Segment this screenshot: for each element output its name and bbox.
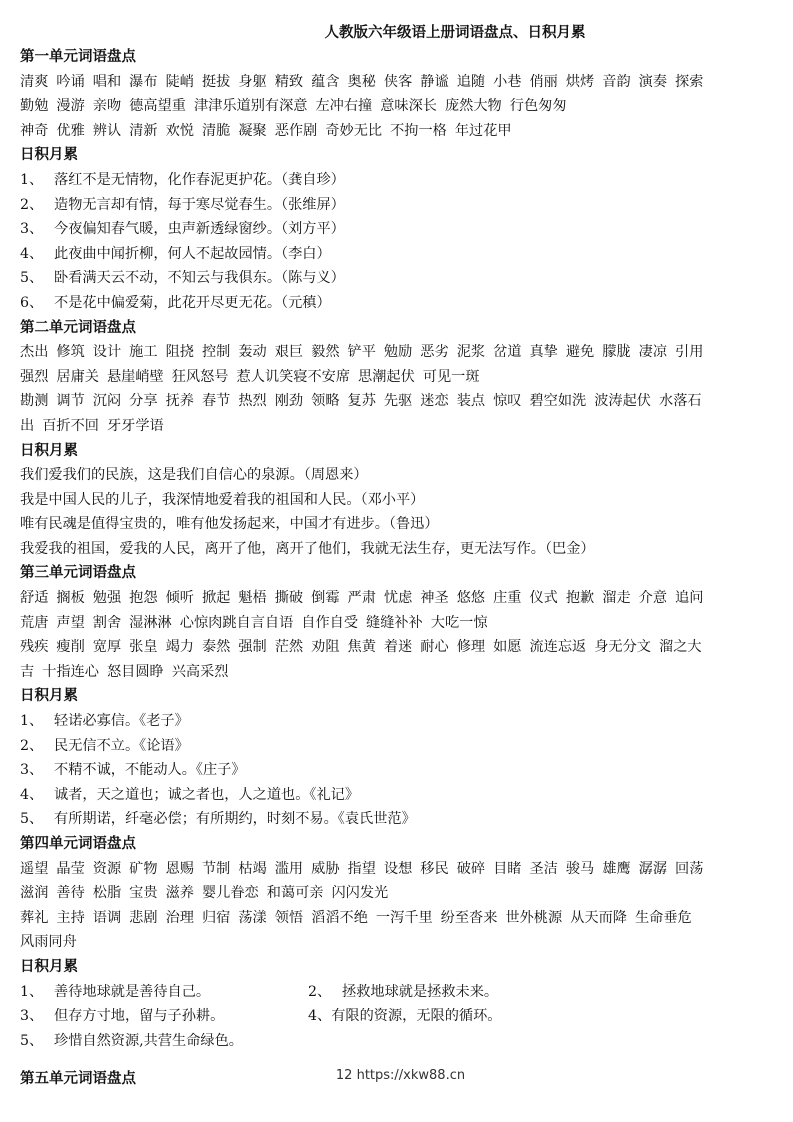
vocab-word: 风雨同舟 [20,934,77,951]
quote-line: 我爱我的祖国，爱我的人民，离开了他，离开了他们，我就无法生存，更无法写作。（巴金） [20,540,595,557]
vocab-word: 强烈 [20,368,49,385]
vocab-word: 真挚 [529,344,558,361]
vocab-word: 劝阻 [311,639,340,656]
vocab-word: 奇妙无比 [325,122,383,139]
vocab-word: 百折不回 [42,417,99,434]
vocab-word: 归宿 [201,909,231,926]
quote-text: 落红不是无情物，化作春泥更护花。（龚自珍） [54,171,345,188]
vocab-word: 荡漾 [238,909,267,926]
vocab-word: 庞然大物 [444,98,502,115]
vocab-word: 牙牙学语 [106,417,164,434]
vocab-word: 惊叹 [493,393,522,410]
quote-text: 珍惜自然资源,共营生命绿色。 [54,1032,243,1049]
vocab-word: 清爽 [20,73,49,90]
vocab-word: 闪闪发光 [331,885,389,902]
vocab-word: 辨认 [92,122,122,139]
vocab-word: 搁板 [56,590,85,607]
vocab-word: 掀起 [201,590,231,607]
vocab-word: 悠悠 [456,590,486,607]
vocab-word: 焦黄 [347,639,376,656]
vocab-word: 枯竭 [238,860,267,877]
vocab-word: 倒霉 [311,590,340,607]
vocab-word: 潺潺 [638,860,668,877]
unit2-word-list [20,340,780,438]
quote-number: 1、 [20,983,44,1000]
vocab-word: 流连忘返 [529,639,587,656]
unit1-accum-heading: 日积月累 [20,146,78,164]
vocab-word: 音韵 [602,73,631,90]
word-row [20,414,780,439]
word-row [20,611,780,636]
word-row [20,930,780,955]
vocab-word: 修筑 [56,344,85,361]
vocab-word: 兴高采烈 [171,663,229,680]
vocab-word: 指望 [347,860,376,877]
vocab-word: 十指连心 [42,663,99,680]
vocab-word: 威胁 [311,860,340,877]
vocab-word: 魁梧 [238,590,267,607]
vocab-word: 德高望重 [129,98,186,115]
vocab-word: 抱怨 [129,590,158,607]
vocab-word: 介意 [638,590,668,607]
vocab-word: 圣洁 [529,860,558,877]
vocab-word: 勉强 [92,590,122,607]
quote-number: 5、 [20,1032,44,1049]
vocab-word: 语调 [92,909,122,926]
vocab-word: 设计 [92,344,122,361]
vocab-word: 荒唐 [20,614,49,631]
vocab-word: 残疾 [20,639,49,656]
vocab-word: 演奏 [638,73,668,90]
vocab-word: 铲平 [347,344,376,361]
vocab-word: 移民 [420,860,449,877]
vocab-word: 倾听 [165,590,194,607]
vocab-word: 神圣 [420,590,449,607]
vocab-word: 雄鹰 [602,860,631,877]
vocab-word: 滋润 [20,885,49,902]
vocab-word: 遥望 [20,860,49,877]
document-title: 人教版六年级语上册词语盘点、日积月累 [324,24,586,41]
vocab-word: 恩赐 [165,860,194,877]
vocab-word: 阻挠 [165,344,194,361]
vocab-word: 泰然 [201,639,231,656]
vocab-word: 出 [20,417,35,434]
word-row [20,906,780,931]
vocab-word: 资源 [92,860,122,877]
quote-line [20,783,780,808]
vocab-word: 调节 [56,393,85,410]
quote-number: 4、 [20,245,44,262]
vocab-word: 治理 [165,909,194,926]
vocab-word: 声望 [56,614,85,631]
vocab-word: 岔道 [493,344,522,361]
vocab-word: 杰出 [20,344,49,361]
vocab-word: 如愿 [493,639,522,656]
vocab-word: 年过花甲 [454,122,512,139]
quote-line [20,980,780,1005]
vocab-word: 和蔼可亲 [266,885,324,902]
vocab-word: 茫然 [274,639,304,656]
vocab-word: 吟诵 [56,73,85,90]
vocab-word: 清新 [129,122,158,139]
quote-number: 2、 [20,737,44,754]
vocab-word: 刚劲 [274,393,304,410]
quote-text: 诚者，天之道也；诚之者也，人之道也。《礼记》 [54,786,360,803]
vocab-word: 行色匆匆 [509,98,567,115]
vocab-word: 优雅 [56,122,85,139]
vocab-word: 俏丽 [529,73,558,90]
quote-text: 此夜曲中闻折柳，何人不起故园情。（李白） [54,245,331,262]
unit2-accum-list [20,463,780,561]
quote-text: 民无信不立。《论语》 [54,737,189,754]
unit5-heading: 第五单元词语盘点 [20,1070,136,1087]
quote-text: 不精不诚，不能动人。《庄子》 [54,762,246,779]
vocab-word: 凝聚 [238,122,267,139]
vocab-word: 神奇 [20,122,49,139]
vocab-word: 陡峭 [165,73,194,90]
quote-line: 唯有民魂是值得宝贵的，唯有他发扬起来，中国才有进步。（鲁迅） [20,516,439,533]
vocab-word: 目睹 [493,860,522,877]
vocab-word: 思潮起伏 [358,368,415,385]
vocab-word: 可见一斑 [422,368,480,385]
vocab-word: 舒适 [20,590,49,607]
vocab-word: 避免 [565,344,595,361]
vocab-word: 朦胧 [602,344,631,361]
unit1-heading: 第一单元词语盘点 [20,48,136,65]
quote-line [20,758,780,783]
quote-line [20,807,780,832]
quote-line [20,1029,780,1054]
vocab-word: 装点 [456,393,486,410]
quote-line: 我是中国人民的儿子，我深情地爱着我的祖国和人民。（邓小平） [20,491,425,508]
word-row [20,365,780,390]
vocab-word: 烘烤 [565,73,595,90]
vocab-word: 溜之大 [659,639,702,656]
vocab-word: 凄凉 [638,344,668,361]
unit2-heading: 第二单元词语盘点 [20,318,136,336]
vocab-word: 波涛起伏 [594,393,651,410]
word-row [20,340,780,365]
quote-number: 3、 [20,1008,44,1025]
vocab-word: 修理 [456,639,486,656]
vocab-word: 滥用 [274,860,304,877]
vocab-word: 耐心 [420,639,449,656]
word-row [20,70,780,95]
quote-line: 我们爱我们的民族，这是我们自信心的泉源。（周恩来） [20,467,368,484]
unit4-accum-heading: 日积月累 [20,957,78,975]
page-footer: 12 https://xkw88.cn [335,1068,466,1083]
vocab-word: 破碎 [456,860,486,877]
quote-line [20,193,780,218]
vocab-word: 滔滔不绝 [311,909,368,926]
vocab-word: 勤勉 [20,98,49,115]
vocab-word: 施工 [129,344,158,361]
vocab-word: 瀑布 [129,73,158,90]
quote-cell [20,980,308,1005]
vocab-word: 清脆 [201,122,231,139]
vocab-word: 身躯 [238,73,267,90]
vocab-word: 分享 [129,393,158,410]
quote-number: 3、 [20,221,44,238]
quote-number: 2、 [308,983,332,1000]
vocab-word: 滋养 [165,885,194,902]
word-row [20,857,780,882]
vocab-word: 控制 [201,344,231,361]
vocab-word: 先驱 [383,393,413,410]
vocab-word: 亲吻 [92,98,122,115]
vocab-word: 矿物 [129,860,158,877]
vocab-word: 吉 [20,663,35,680]
vocab-word: 身无分文 [594,639,651,656]
vocab-word: 着迷 [383,639,413,656]
vocab-word: 恶劣 [420,344,449,361]
vocab-word: 世外桃源 [505,909,563,926]
quote-text: 不是花中偏爱菊，此花开尽更无花。（元稹） [54,294,331,311]
quote-line [20,168,780,193]
unit3-accum-heading: 日积月累 [20,687,78,705]
vocab-word: 仪式 [529,590,558,607]
quote-number: 3、 [20,762,44,779]
vocab-word: 复苏 [347,393,376,410]
vocab-word: 割舍 [92,614,122,631]
vocab-word: 大吃一惊 [430,614,488,631]
vocab-word: 生命垂危 [634,909,692,926]
vocab-word: 小巷 [493,73,522,90]
vocab-word: 泥浆 [456,344,486,361]
vocab-word: 水落石 [659,393,702,410]
unit1-word-list [20,70,780,144]
quote-text: 但存方寸地，留与子孙耕。 [54,1008,225,1025]
quote-line [20,266,780,291]
quote-line [20,291,780,316]
vocab-word: 抚养 [165,393,194,410]
vocab-word: 奥秘 [347,73,376,90]
vocab-word: 竭力 [165,639,194,656]
quote-text: 善待地球就是善待自己。 [54,983,211,1000]
vocab-word: 设想 [383,860,413,877]
word-row [20,94,780,119]
quote-number: 1、 [20,713,44,730]
vocab-word: 漫游 [56,98,85,115]
vocab-word: 一泻千里 [375,909,433,926]
unit1-accum-list [20,168,780,316]
vocab-word: 湿淋淋 [129,614,172,631]
unit4-heading: 第四单元词语盘点 [20,835,136,852]
vocab-word: 迷恋 [420,393,449,410]
vocab-word: 领悟 [274,909,304,926]
vocab-word: 缝缝补补 [366,614,423,631]
vocab-word: 宽厚 [92,639,122,656]
quote-text: 轻诺必寡信。《老子》 [54,713,189,730]
quote-line [20,734,780,759]
vocab-word: 领略 [311,393,340,410]
vocab-word: 溜走 [602,590,631,607]
vocab-word: 挺拔 [201,73,231,90]
vocab-word: 津津乐道别有深意 [193,98,308,115]
vocab-word: 沉闷 [92,393,122,410]
word-row [20,660,780,685]
vocab-word: 毅然 [311,344,340,361]
quote-line [20,242,780,267]
vocab-word: 勘测 [20,393,49,410]
vocab-word: 碧空如洗 [529,393,587,410]
vocab-word: 抱歉 [565,590,595,607]
vocab-word: 悬崖峭壁 [106,368,164,385]
quote-line [20,217,780,242]
vocab-word: 主持 [56,909,85,926]
word-row [20,881,780,906]
unit4-word-list [20,857,780,955]
vocab-word: 热烈 [238,393,267,410]
quote-line [20,1004,780,1029]
quote-number: 4、 [20,786,44,803]
vocab-word: 严肃 [347,590,376,607]
document-body [20,22,780,1053]
vocab-word: 探索 [675,73,704,90]
quote-number: 5、 [20,270,44,287]
vocab-word: 葬礼 [20,909,49,926]
quote-line [20,709,780,734]
word-row [20,586,780,611]
vocab-word: 松脂 [92,885,122,902]
quote-text: 有所期诺，纤毫必偿；有所期约，时刻不易。《袁氏世范》 [54,811,416,828]
vocab-word: 静谧 [420,73,449,90]
vocab-word: 惹人讥笑寝不安席 [236,368,351,385]
vocab-word: 春节 [201,393,231,410]
vocab-word: 居庸关 [56,368,99,385]
vocab-word: 意味深长 [380,98,437,115]
unit4-accum-list [20,980,780,1054]
quote-text: 今夜偏知春气暖，虫声新透绿窗纱。（刘方平） [54,221,345,238]
word-row [20,389,780,414]
quote-number: 2、 [20,196,44,213]
quote-number: 1、 [20,171,44,188]
vocab-word: 强制 [238,639,267,656]
quote-text: 造物无言却有情，每于寒尽觉春生。（张维屏） [54,196,345,213]
vocab-word: 怒目圆睁 [106,663,164,680]
vocab-word: 张皇 [129,639,158,656]
vocab-word: 追问 [675,590,704,607]
vocab-word: 引用 [675,344,704,361]
word-row [20,119,780,144]
vocab-word: 恶作剧 [274,122,318,139]
vocab-word: 不拘一格 [390,122,447,139]
vocab-word: 瘦削 [56,639,85,656]
vocab-word: 狂风怒号 [171,368,229,385]
vocab-word: 庄重 [493,590,522,607]
quote-text: 拯救地球就是拯救未来。 [342,983,499,1000]
vocab-word: 骏马 [565,860,595,877]
vocab-word: 侠客 [383,73,413,90]
vocab-word: 撕破 [274,590,304,607]
vocab-word: 善待 [56,885,85,902]
vocab-word: 晶莹 [56,860,85,877]
quote-cell [20,1004,308,1029]
unit3-heading: 第三单元词语盘点 [20,564,136,582]
unit3-accum-list [20,709,780,832]
vocab-word: 勉励 [383,344,413,361]
vocab-word: 宝贵 [129,885,158,902]
vocab-word: 纷至沓来 [440,909,498,926]
vocab-word: 悲剧 [129,909,158,926]
vocab-word: 艰巨 [274,344,304,361]
vocab-word: 左冲右撞 [315,98,373,115]
vocab-word: 心惊肉跳自言自语 [179,614,294,631]
vocab-word: 轰动 [238,344,267,361]
quote-text: 卧看满天云不动，不知云与我俱东。（陈与义） [54,270,345,287]
vocab-word: 精致 [274,73,304,90]
quote-number: 6、 [20,294,44,311]
vocab-word: 欢悦 [165,122,194,139]
word-row [20,635,780,660]
vocab-word: 自作自受 [301,614,359,631]
vocab-word: 蕴含 [311,73,340,90]
unit3-word-list [20,586,780,684]
vocab-word: 追随 [456,73,486,90]
vocab-word: 忧虑 [383,590,413,607]
unit2-accum-heading: 日积月累 [20,441,78,459]
vocab-word: 从天而降 [570,909,627,926]
quote-text: 4、有限的资源，无限的循环。 [308,1008,502,1025]
quote-number: 5、 [20,811,44,828]
vocab-word: 唱和 [92,73,122,90]
vocab-word: 节制 [201,860,231,877]
vocab-word: 婴儿眷恋 [201,885,259,902]
vocab-word: 回荡 [675,860,704,877]
